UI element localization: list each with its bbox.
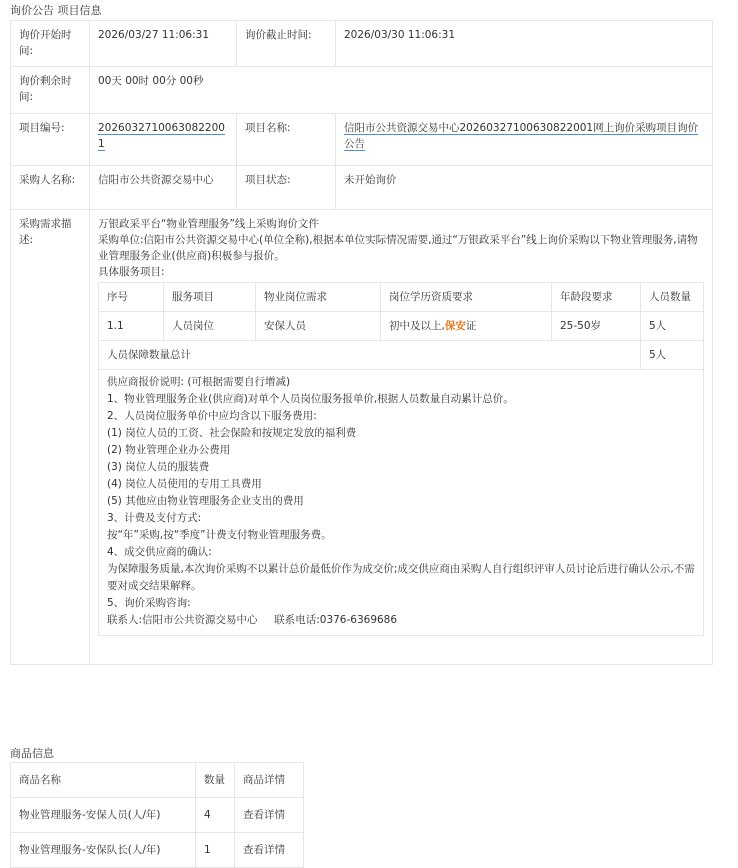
col-goods-qty: 数量 [196,763,235,798]
project-name-label: 项目名称: [237,114,336,166]
goods-qty: 4 [196,798,235,833]
project-no-label: 项目编号: [11,114,90,166]
project-no-link[interactable]: 2026032710063082200​1 [98,122,225,150]
row-qualification: 初中及以上,保安证 [381,312,552,341]
col-post: 物业岗位需求 [256,283,381,312]
row-item: 人员岗位 [164,312,256,341]
start-time-value: 2026/03/27 11:06:31 [90,21,237,67]
view-detail-link[interactable]: 查看详情 [243,844,285,856]
goods-name: 物业管理服务-安保人员(人/年) [11,798,196,833]
start-time-label: 询价开始时间: [11,21,90,67]
note-line: 按“年”采购,按“季度”计费支付物业管理服务费。 [107,529,332,541]
requirement-items-label: 具体服务项目: [98,266,165,278]
note-line: 3、计费及支付方式: [107,512,202,524]
note-line: 联系人:信阳市公共资源交易中心 联系电话:0376-6369686 [107,614,398,626]
goods-table [10,762,304,868]
table-row [99,312,704,341]
remaining-time-value: 00天 00时 00分 00秒 [90,67,713,114]
note-line: 5、询价采购咨询: [107,597,191,609]
row-no: 1.1 [99,312,164,341]
buyer-label: 采购人名称: [11,166,90,210]
service-table [98,282,704,370]
requirement-label: 采购需求描述: [11,210,90,665]
col-goods-name: 商品名称 [11,763,196,798]
quotation-notes [98,370,704,636]
requirement-title: 万银政采平台“物业管理服务”线上采购询价文件 [98,218,319,230]
total-value: 5人 [641,341,704,370]
note-line: (4) 岗位人员使用的专用工具费用 [107,478,262,490]
project-info-table [10,20,713,665]
note-line: (5) 其他应由物业管理服务企业支出的费用 [107,495,304,507]
row-count: 5人 [641,312,704,341]
col-age: 年龄段要求 [552,283,641,312]
col-no: 序号 [99,283,164,312]
buyer-value: 信阳市公共资源交易中心 [90,166,237,210]
row-age: 25-50岁 [552,312,641,341]
total-label: 人员保障数量总计 [99,341,641,370]
row-post: 安保人员 [256,312,381,341]
note-line: (3) 岗位人员的服装费 [107,461,210,473]
goods-qty: 1 [196,833,235,868]
requirement-intro: 采购单位:信阳市公共资源交易中心(单位全称),根据本单位实际情况需要,通过“万银政采平台”线上询价采购以下物业管理服务,请物业管理服务企业(供应商)积极参与报价。 [98,234,698,262]
goods-section-title: 商品信息 [10,747,54,760]
note-line: 2、人员岗位服务单价中应均含以下服务费用: [107,410,317,422]
col-item: 服务项目 [164,283,256,312]
deadline-value: 2026/03/30 11:06:31 [336,21,713,67]
goods-table-header [11,763,304,798]
status-value: 未开始询价 [336,166,713,210]
col-goods-detail: 商品详情 [235,763,304,798]
view-detail-link[interactable]: 查看详情 [243,809,285,821]
service-table-header [99,283,704,312]
table-row [11,833,304,868]
goods-name: 物业管理服务-安保队长(人/年) [11,833,196,868]
note-line: (1) 岗位人员的工资、社会保险和按规定发放的福利费 [107,427,357,439]
note-line: 1、物业管理服务企业(供应商)对单个人员岗位服务报单价,根据人员数量自动累计总价。 [107,393,514,405]
requirement-content [90,210,713,665]
col-count: 人员数量 [641,283,704,312]
total-row [99,341,704,370]
note-line: 4、成交供应商的确认: [107,546,212,558]
highlight-text: 保安 [444,320,466,332]
project-name-link[interactable]: 信阳市公共资源交易中心20260327100630822001网上询价采购项目询价公告 [344,122,699,150]
remaining-time-label: 询价剩余时间: [11,67,90,114]
col-qualification: 岗位学历资质要求 [381,283,552,312]
note-line: 为保障服务质量,本次询价采购不以累计总价最低价作为成交价;成交供应商由采购人自行组织评审人员讨论后进行确认公示,不需要对成交结果解释。 [107,563,695,592]
note-line: (2) 物业管理企业办公费用 [107,444,231,456]
deadline-label: 询价截止时间: [237,21,336,67]
status-label: 项目状态: [237,166,336,210]
table-row [11,798,304,833]
section-title: 询价公告 项目信息 [10,4,102,17]
note-line: 供应商报价说明: (可根据需要自行增减) [107,376,291,388]
